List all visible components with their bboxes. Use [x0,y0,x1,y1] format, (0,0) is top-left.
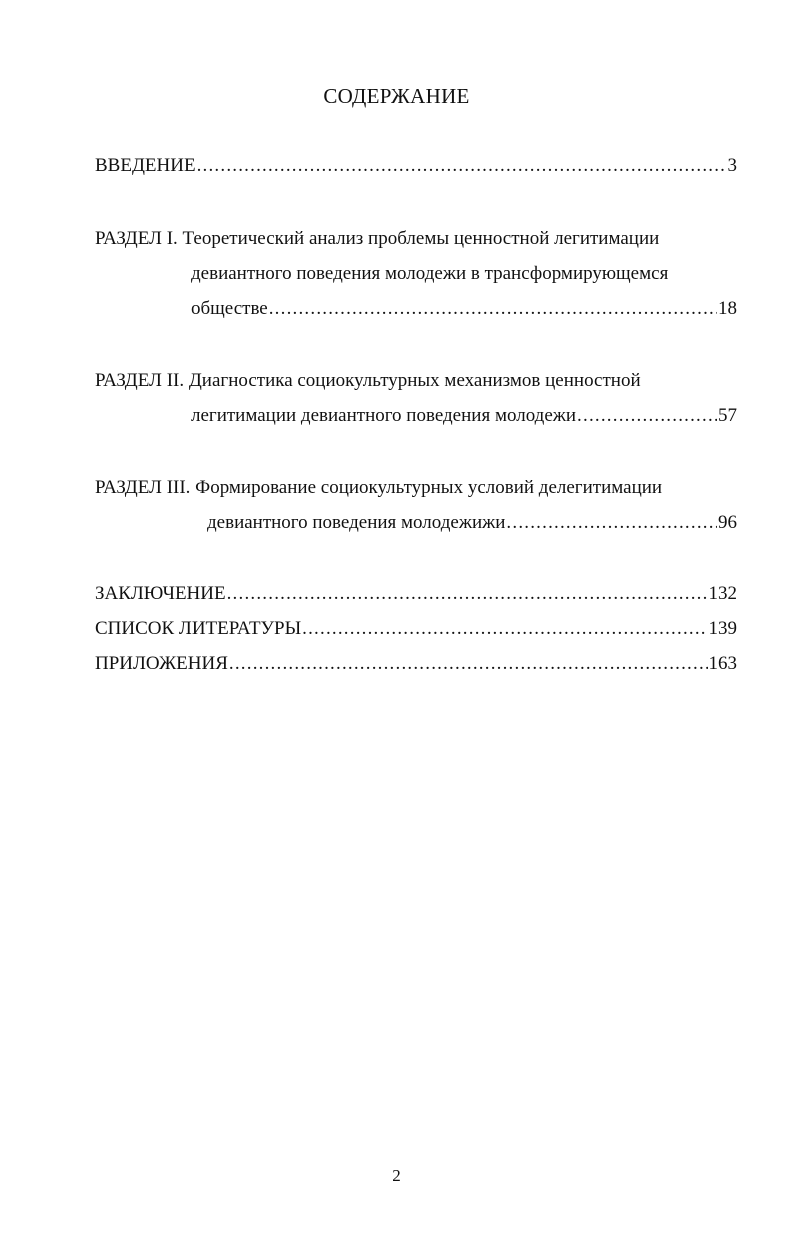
toc-entry-intro[interactable] [95,152,737,180]
toc-section1-title-line1[interactable]: РАЗДЕЛ I. Теоретический анализ проблемы ценностной легитимации [95,228,660,249]
toc-entry-section2[interactable] [191,402,737,430]
page-title: СОДЕРЖАНИЕ [323,84,470,108]
toc-leader-dots [506,509,717,537]
toc-section1-title-line2[interactable]: девиантного поведения молодежи в трансформирующемся [191,263,669,284]
toc-leader-dots [227,580,708,608]
toc-entry-section3[interactable] [207,509,737,537]
toc-leader-dots [577,402,717,430]
toc-entry-label: легитимации девиантного поведения молодежи [191,405,577,426]
toc-leader-dots [269,295,717,323]
toc-entry-page: 139 [708,618,737,639]
toc-entry-page: 18 [718,298,737,319]
toc-leader-dots [197,152,727,180]
toc-entry-page: 3 [727,155,737,176]
toc-leader-dots [302,615,707,643]
toc-entry-label: СПИСОК ЛИТЕРАТУРЫ [95,618,302,639]
toc-entry-page: 96 [718,512,737,533]
page-number: 2 [392,1166,401,1185]
toc-entry-references[interactable] [95,615,737,643]
toc-entry-label: обществе [191,298,268,319]
toc-section3-title-line1[interactable]: РАЗДЕЛ III. Формирование социокультурных условий делегитимации [95,477,663,498]
toc-entry-section1[interactable] [191,295,737,323]
toc-entry-page: 132 [708,583,737,604]
toc-entry-appendices[interactable] [95,650,737,678]
toc-entry-page: 163 [708,653,737,674]
toc-entry-label: ВВЕДЕНИЕ [95,155,196,176]
toc-entry-label: ПРИЛОЖЕНИЯ [95,653,228,674]
toc-leader-dots [229,650,708,678]
toc-entry-label: ЗАКЛЮЧЕНИЕ [95,583,226,604]
toc-entry-page: 57 [718,405,737,426]
toc-entry-conclusion[interactable] [95,580,737,608]
toc-entry-label: девиантного поведения молодежижи [207,512,506,533]
toc-section2-title-line1[interactable]: РАЗДЕЛ II. Диагностика социокультурных механизмов ценностной [95,370,641,391]
